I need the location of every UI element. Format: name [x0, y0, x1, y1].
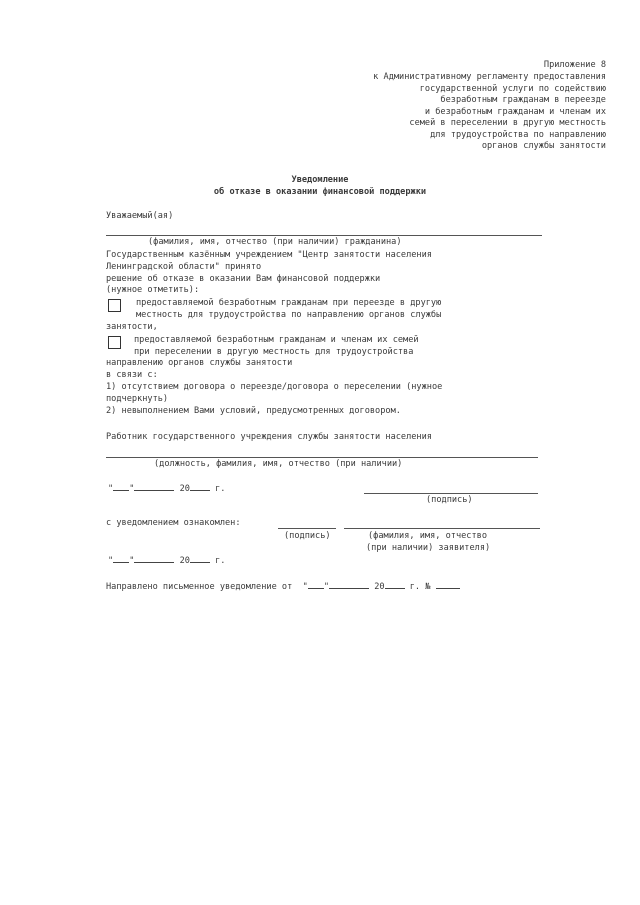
option-checkbox-resettlement[interactable] [108, 336, 121, 349]
year-blank[interactable] [190, 482, 210, 491]
reason-item: подчеркнуть) [106, 394, 169, 404]
applicant-signature-caption: (подпись) [284, 531, 331, 541]
year-blank[interactable] [190, 554, 210, 563]
month-blank[interactable] [134, 554, 174, 563]
day-blank[interactable] [113, 554, 129, 563]
applicant-name-line [344, 528, 540, 529]
document-title: Уведомление [291, 175, 349, 185]
year-blank[interactable] [385, 580, 405, 589]
document-subtitle: об отказе в оказании финансовой поддержки [213, 187, 427, 197]
reasons-intro: в связи с: [106, 370, 158, 380]
acknowledgement-date: " " 20 г. [108, 556, 226, 566]
sent-notice: Направлено письменное уведомление от " " 20 г. № [106, 580, 460, 593]
employee-caption: (должность, фамилия, имя, отчество (при наличии) [154, 459, 403, 469]
appendix-line: к Административному регламенту предоставления [373, 72, 606, 82]
option-text: предоставляемой безработным гражданам при переезде в другую [136, 298, 442, 308]
option-text: при переселении в другую местность для трудоустройства [134, 347, 414, 357]
body-line: решение об отказе в оказании Вам финансовой поддержки [106, 274, 381, 284]
applicant-name-caption: (при наличии) заявителя) [366, 543, 491, 553]
month-blank[interactable] [329, 580, 369, 589]
body-line: Государственным казённым учреждением "Центр занятости населения [106, 250, 432, 260]
applicant-name-caption: (фамилия, имя, отчество [368, 531, 487, 541]
appendix-line: органов службы занятости [481, 141, 606, 151]
appendix-line: Приложение 8 [543, 60, 606, 70]
reason-item: 2) невыполнением Вами условий, предусмотренных договором. [106, 406, 401, 416]
option-text: занятости, [106, 322, 158, 332]
body-line: Ленинградской области" принято [106, 262, 262, 272]
appendix-line: безработным гражданам в переезде [440, 95, 606, 105]
employee-name-line [106, 457, 538, 458]
reason-item: 1) отсутствием договора о переезде/договора о переселении (нужное [106, 382, 443, 392]
day-blank[interactable] [308, 580, 324, 589]
number-blank[interactable] [436, 580, 460, 589]
option-text: направлению органов службы занятости [106, 358, 293, 368]
greeting-text: Уважаемый(ая) [106, 211, 174, 221]
body-line: (нужное отметить): [106, 285, 200, 295]
appendix-line: семей в переселении в другую местность [409, 118, 606, 128]
recipient-caption: (фамилия, имя, отчество (при наличии) гражданина) [148, 237, 402, 247]
appendix-line: государственной услуги по содействию [419, 84, 606, 94]
option-checkbox-relocation[interactable] [108, 299, 121, 312]
employee-label: Работник государственного учреждения службы занятости населения [106, 432, 432, 442]
appendix-line: для трудоустройства по направлению [430, 130, 606, 140]
month-blank[interactable] [134, 482, 174, 491]
recipient-name-line [106, 235, 542, 236]
day-blank[interactable] [113, 482, 129, 491]
acknowledgement-label: с уведомлением ознакомлен: [106, 518, 241, 528]
option-text: местность для трудоустройства по направлению органов службы [136, 310, 442, 320]
appendix-line: и безработным гражданам и членам их [424, 107, 606, 117]
option-text: предоставляемой безработным гражданам и членам их семей [134, 335, 419, 345]
applicant-signature-line [278, 528, 336, 529]
employee-signature-line [364, 493, 538, 494]
employee-date: " " 20 г. [108, 484, 226, 494]
employee-signature-caption: (подпись) [426, 495, 473, 505]
